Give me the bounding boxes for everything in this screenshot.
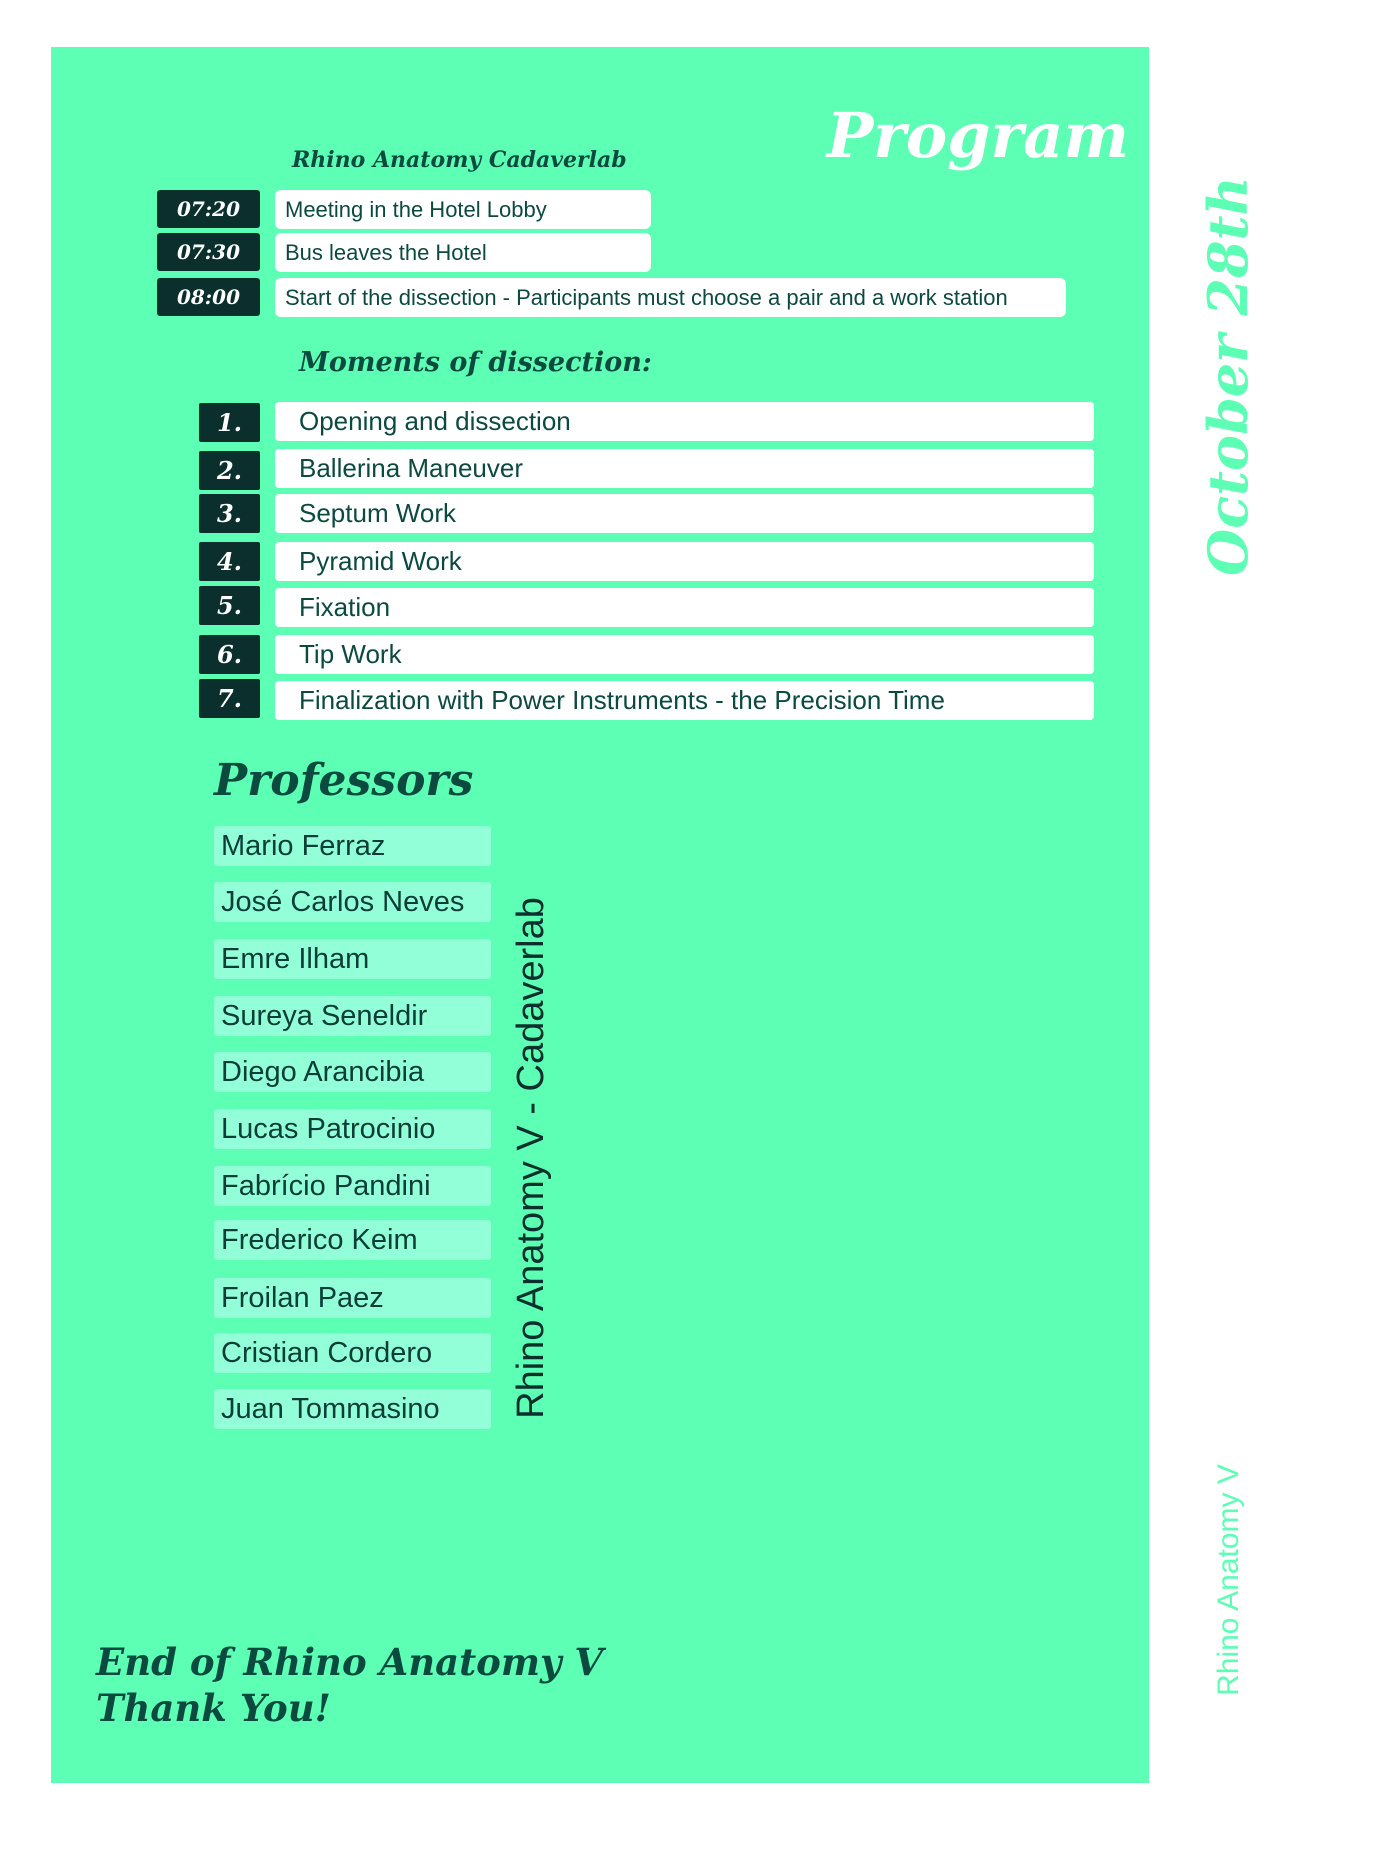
schedule-item: Meeting in the Hotel Lobby: [275, 190, 651, 229]
step-number-badge: 5.: [199, 586, 260, 625]
moments-title: Moments of dissection:: [299, 347, 652, 378]
footer-label: Rhino Anatomy V: [1212, 1464, 1245, 1696]
schedule-time-badge: 08:00: [157, 278, 260, 316]
page-title: Program: [826, 99, 1129, 172]
page-subtitle: Rhino Anatomy Cadaverlab: [292, 147, 627, 173]
step-number-badge: 2.: [199, 451, 260, 490]
step-item: Pyramid Work: [275, 542, 1094, 581]
professors-title: Professors: [214, 755, 474, 806]
step-item: Ballerina Maneuver: [275, 449, 1094, 488]
step-item: Fixation: [275, 588, 1094, 627]
step-number-badge: 6.: [199, 635, 260, 674]
professor-name: Fabrício Pandini: [214, 1166, 491, 1206]
event-date: October 28th: [1196, 176, 1260, 576]
cadaverlab-side-label: Rhino Anatomy V - Cadaverlab: [510, 897, 552, 1419]
step-number-badge: 3.: [199, 494, 260, 533]
step-item: Finalization with Power Instruments - the Precision Time: [275, 681, 1094, 720]
step-item: Tip Work: [275, 635, 1094, 674]
professor-name: Froilan Paez: [214, 1278, 491, 1318]
professor-name: José Carlos Neves: [214, 882, 491, 922]
professor-name: Frederico Keim: [214, 1220, 491, 1260]
closing-line-2: Thank You!: [96, 1686, 331, 1730]
step-number-badge: 4.: [199, 542, 260, 581]
step-item: Septum Work: [275, 494, 1094, 533]
professor-name: Diego Arancibia: [214, 1052, 491, 1092]
professor-name: Cristian Cordero: [214, 1333, 491, 1373]
professor-name: Mario Ferraz: [214, 826, 491, 866]
step-item: Opening and dissection: [275, 402, 1094, 441]
schedule-item: Start of the dissection - Participants must choose a pair and a work station: [275, 278, 1066, 317]
schedule-item: Bus leaves the Hotel: [275, 233, 651, 272]
professor-name: Emre Ilham: [214, 939, 491, 979]
step-number-badge: 1.: [199, 403, 260, 442]
professor-name: Sureya Seneldir: [214, 996, 491, 1036]
schedule-time-badge: 07:30: [157, 233, 260, 271]
step-number-badge: 7.: [199, 679, 260, 718]
professor-name: Juan Tommasino: [214, 1389, 491, 1429]
closing-message: [96, 1639, 603, 1731]
program-panel: [51, 47, 1149, 1783]
professor-name: Lucas Patrocinio: [214, 1109, 491, 1149]
closing-line-1: End of Rhino Anatomy V: [96, 1640, 604, 1684]
schedule-time-badge: 07:20: [157, 190, 260, 228]
